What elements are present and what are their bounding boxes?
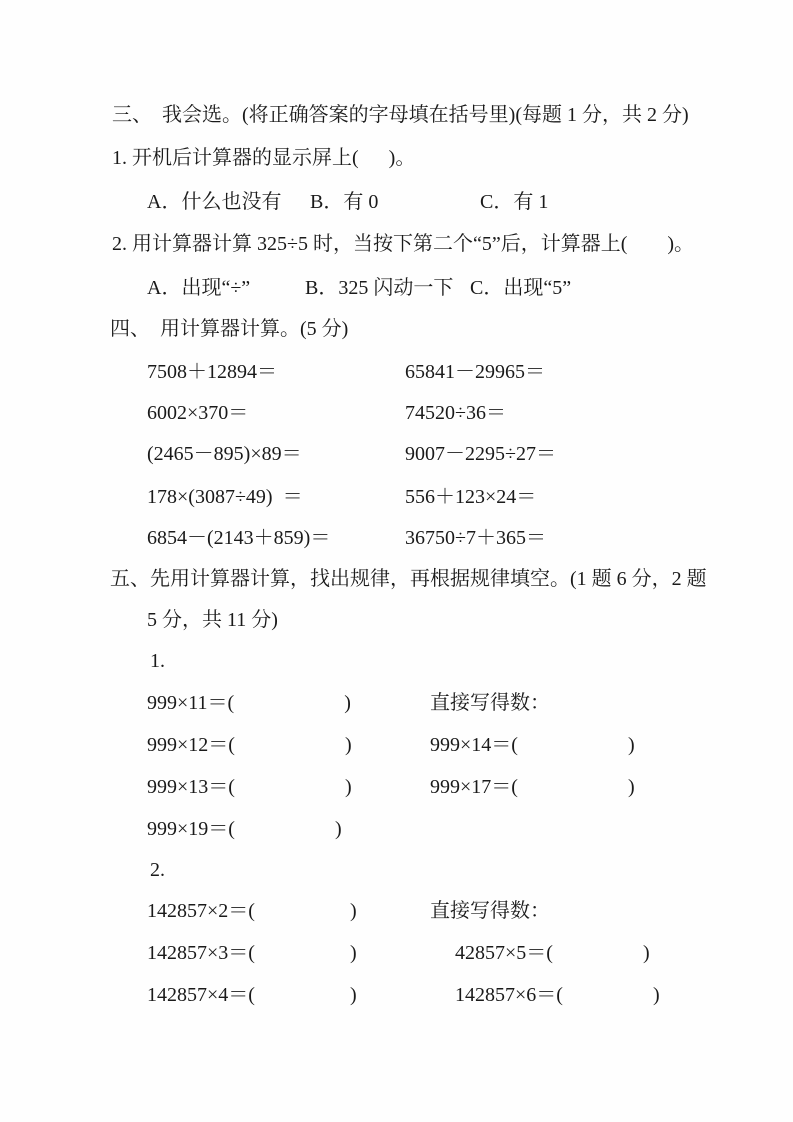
pattern-row <box>0 982 793 1008</box>
pattern-expression: 999×11＝( ) <box>147 692 351 714</box>
option-a: A．出现“÷” <box>147 277 251 299</box>
pattern-expression: 999×19＝( ) <box>147 818 342 840</box>
pattern-column-header: 直接写得数： <box>430 900 550 922</box>
section3-heading: 三、 我会选。(将正确答案的字母填在括号里)(每题 1 分，共 2 分) <box>112 104 689 126</box>
option-c: C．有 1 <box>480 191 549 213</box>
section5-item1-label: 1. <box>150 650 165 672</box>
pattern-expression: 42857×5＝( ) <box>455 942 650 964</box>
section5-heading-line2: 5 分，共 11 分) <box>147 609 278 631</box>
pattern-expression: 999×12＝( ) <box>147 734 352 756</box>
calc-expression-left: 7508＋12894＝ <box>147 361 277 383</box>
option-b: B．有 0 <box>310 191 379 213</box>
calc-expression-left: 6854－(2143＋859)＝ <box>147 527 331 549</box>
calc-expression-left: 6002×370＝ <box>147 402 249 424</box>
calc-expression-left: 178×(3087÷49) ＝ <box>147 486 303 508</box>
pattern-row <box>0 898 793 924</box>
calc-expression-right: 9007－2295÷27＝ <box>405 443 556 465</box>
pattern-expression: 142857×6＝( ) <box>455 984 660 1006</box>
pattern-expression: 999×14＝( ) <box>430 734 635 756</box>
calc-row <box>0 441 793 467</box>
section5-heading-line1: 五、先用计算器计算，找出规律，再根据规律填空。(1 题 6 分，2 题 <box>110 568 707 590</box>
section3-question-2-options <box>0 275 793 301</box>
calc-expression-right: 74520÷36＝ <box>405 402 506 424</box>
option-c: C．出现“5” <box>470 277 572 299</box>
section3-question-1: 1. 开机后计算器的显示屏上( )。 <box>112 147 416 169</box>
section3-question-1-options <box>0 189 793 215</box>
calc-row <box>0 525 793 551</box>
pattern-row <box>0 816 793 842</box>
option-b: B．325 闪动一下 <box>305 277 454 299</box>
calc-expression-right: 36750÷7＋365＝ <box>405 527 546 549</box>
pattern-row <box>0 940 793 966</box>
pattern-row <box>0 774 793 800</box>
pattern-column-header: 直接写得数： <box>430 692 550 714</box>
pattern-expression: 142857×4＝( ) <box>147 984 357 1006</box>
calc-expression-right: 556＋123×24＝ <box>405 486 537 508</box>
calc-row <box>0 359 793 385</box>
pattern-row <box>0 690 793 716</box>
calc-row <box>0 484 793 510</box>
pattern-expression: 142857×2＝( ) <box>147 900 357 922</box>
pattern-expression: 142857×3＝( ) <box>147 942 357 964</box>
section4-heading: 四、 用计算器计算。(5 分) <box>110 318 349 340</box>
section3-question-2: 2. 用计算器计算 325÷5 时，当按下第二个“5”后，计算器上( )。 <box>112 233 695 255</box>
calc-expression-right: 65841－29965＝ <box>405 361 545 383</box>
pattern-expression: 999×17＝( ) <box>430 776 635 798</box>
calc-expression-left: (2465－895)×89＝ <box>147 443 302 465</box>
pattern-expression: 999×13＝( ) <box>147 776 352 798</box>
option-a: A．什么也没有 <box>147 191 282 213</box>
section5-item2-label: 2. <box>150 859 165 881</box>
calc-row <box>0 400 793 426</box>
pattern-row <box>0 732 793 758</box>
